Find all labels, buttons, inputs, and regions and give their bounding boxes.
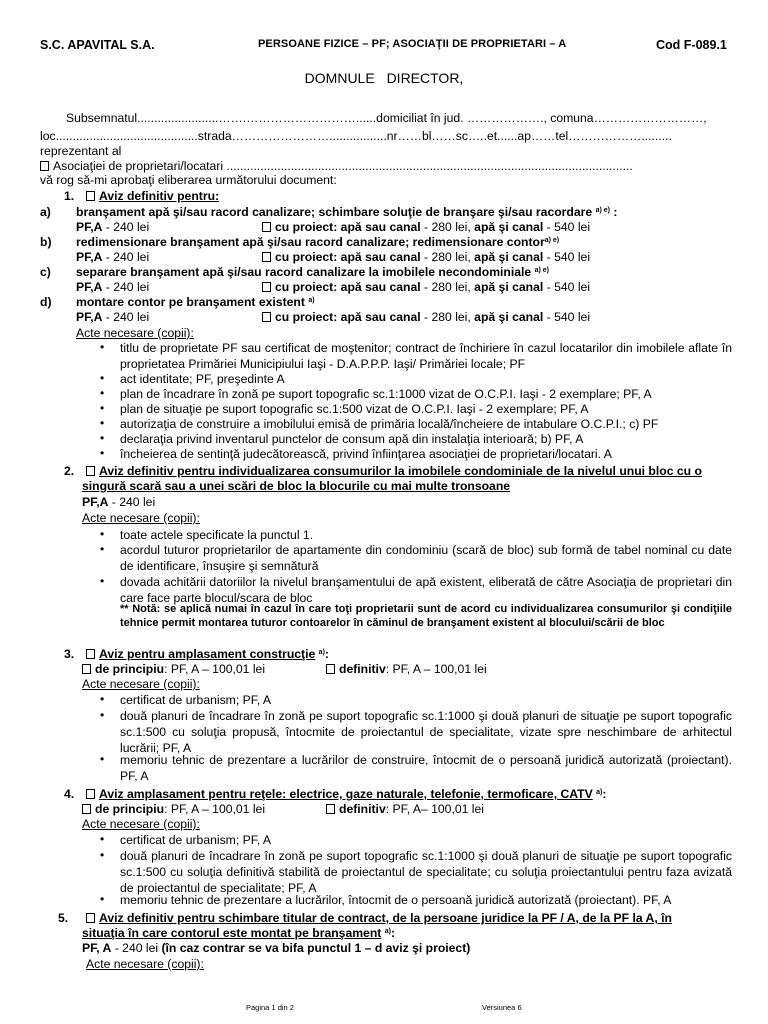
s3-item-3: memoriu tehnic de prezentare a lucrărilor de construire, întocmit de o persoană juridică autorizată (proiectant). PF, A (120, 753, 732, 783)
checkbox-a-proiect[interactable] (262, 222, 271, 232)
s1-item-6: declaraţia privind inventarul punctelor de consum apă din instalaţia interioară; b) PF, A (120, 432, 584, 446)
section-5-acte-label: Acte necesare (copii): (86, 957, 204, 971)
item-b-label: b) (40, 235, 52, 249)
form-category: PERSOANE FIZICE – PF; ASOCIAŢII DE PROPRIETARI – A (258, 38, 567, 50)
s1-item-5: autorizaţia de construire a imobilului emisă de primăria locală/încheiere de intabulare O.C.P.I.; c) PF (120, 417, 659, 431)
s2-item-1: toate actele specificate la punctul 1. (120, 528, 314, 542)
section-4-title: Aviz amplasament pentru reţele: electrice, gaze naturale, telefonie, termoficare, CATV $^{a)}$: (86, 786, 606, 802)
section-2-title-1: Aviz definitiv pentru individualizarea consumurilor la imobilele condominiale de la nivelul unui bloc cu o (86, 463, 702, 479)
item-a-price: PF,A - 240 lei (76, 220, 150, 234)
bullet-icon: • (100, 431, 105, 445)
item-d-text: montare contor pe branşament existent $^{a)}$ (76, 295, 315, 309)
item-b-price: PF,A - 240 lei (76, 250, 150, 264)
item-a-label: a) (40, 205, 51, 219)
item-b-option: cu proiect: apă sau canal - 280 lei, apă şi canal - 540 lei (262, 249, 590, 265)
section-3-opt-1: de principiu: PF, A – 100,01 lei (82, 661, 265, 677)
section-5-number: 5. (58, 911, 69, 925)
bullet-icon: • (100, 401, 105, 415)
item-c-price: PF,A - 240 lei (76, 280, 150, 294)
s4-item-1: certificat de urbanism; PF, A (120, 833, 272, 847)
intro-line-3: reprezentant al (40, 144, 122, 158)
bullet-icon: • (100, 542, 105, 556)
intro-line-1: Subsemnatul........................…….………………………......domiciliat în jud. ………………., comuna………………………, (66, 111, 707, 125)
s1-item-1: titlu de proprietate PF sau certificat de moştenitor; contract de închiriere în cazul locatarilor din imobilele aflate în proprietatea Primăriei Municipiului Iaşi - D.A.P.P.P. Iaşi/ Primăriei locale; PF (120, 341, 732, 371)
intro-line-2: loc..........................................strada…………………….................nr……bl……sc…..et......ap……tel………………......... (40, 129, 672, 143)
bullet-icon: • (100, 416, 105, 430)
checkbox-s4-definitiv[interactable] (326, 804, 335, 814)
checkbox-section-1[interactable] (86, 191, 95, 201)
form-code: Cod F-089.1 (656, 38, 727, 52)
bullet-icon: • (100, 752, 105, 766)
section-4-acte-label: Acte necesare (copii): (82, 817, 200, 831)
section-5-title-1: Aviz definitiv pentru schimbare titular de contract, de la persoane juridice la PF / A, de la PF la A, în (86, 910, 672, 926)
item-b-text: redimensionare branşament apă şi/sau racord canalizare; redimensionare contor$^{a) e)}$ (76, 235, 560, 249)
company-name: S.C. APAVITAL S.A. (40, 38, 155, 52)
checkbox-s4-principiu[interactable] (82, 804, 91, 814)
bullet-icon: • (100, 446, 105, 460)
item-d-option: cu proiect: apă sau canal - 280 lei, apă şi canal - 540 lei (262, 309, 590, 325)
s2-note: ** Notă: se aplică numai în cazul în care toţi proprietarii sunt de acord cu individualizarea consumurilor şi condiţiile tehnice permit montarea tuturor contoarelor în căminul de branşament existent al blocului/scării de bloc (120, 603, 732, 629)
s1-item-2: act identitate; PF, preşedinte A (120, 372, 285, 386)
bullet-icon: • (100, 386, 105, 400)
s1-item-4: plan de situaţie pe suport topografic sc.1:500 vizat de O.C.P.I. Iaşi - 2 exemplare; PF, A (120, 402, 589, 416)
checkbox-d-proiect[interactable] (262, 312, 271, 322)
s2-item-2: acordul tuturor proprietarilor de apartamente din condominiu (scară de bloc) sub formă de tabel nominal cu date de identificare, însuşire şi semnătură (120, 543, 732, 573)
item-d-price: PF,A - 240 lei (76, 310, 150, 324)
page-title: DOMNULE DIRECTOR, (304, 70, 464, 86)
s3-item-2: două planuri de încadrare în zonă pe suport topografic sc.1:1000 şi două planuri de situaţie pe suport topografic sc.1:500 cu soluţia propusă, întocmite de proiectantul de specialitate, vizate spre neschimbare de arhitectul lucrării; PF, A (120, 709, 732, 755)
bullet-icon: • (100, 832, 105, 846)
section-1-acte-label: Acte necesare (copii): (76, 326, 194, 340)
intro-line-5: vă rog să-mi aprobaţi eliberarea următorului document: (40, 173, 337, 187)
section-3-title: Aviz pentru amplasament construcţie $^{a)}$: (86, 646, 329, 662)
item-c-option: cu proiect: apă sau canal - 280 lei, apă şi canal - 540 lei (262, 279, 590, 295)
s1-item-7: încheierea de sentinţă judecătorească, privind înfiinţarea asociaţiei de proprietari/locatari. A (120, 447, 612, 461)
section-5-title-2: situaţia în care contorul este montat pe branşament $^{a)}$: (82, 926, 396, 940)
bullet-icon: • (100, 848, 105, 862)
item-c-text: separare branşament apă şi/sau racord canalizare la imobilele necondominiale $^{a) e)}$ (76, 265, 549, 279)
s4-item-3: memoriu tehnic de prezentare a lucrărilor, întocmit de o persoană juridică autorizată (proiectant). PF, A (120, 893, 672, 907)
section-1-number: 1. (64, 189, 75, 203)
section-4-opt-1: de principiu: PF, A – 100,01 lei (82, 801, 265, 817)
item-c-label: c) (40, 265, 51, 279)
section-2-price: PF,A - 240 lei (82, 495, 156, 509)
version-label: Versiunea 6 (482, 1003, 522, 1012)
section-5-price: PF, A - 240 lei (în caz contrar se va bifa punctul 1 – d aviz şi proiect) (82, 941, 471, 955)
checkbox-s3-definitiv[interactable] (326, 664, 335, 674)
bullet-icon: • (100, 708, 105, 722)
item-a-option: cu proiect: apă sau canal - 280 lei, apă şi canal - 540 lei (262, 219, 590, 235)
s4-item-2: două planuri de încadrare în zonă pe suport topografic sc.1:1000 şi două planuri de situaţie pe suport topografic sc.1:500 cu soluţia definitivă stabilită de proiectantul de specialitate; cu soluţia proiectantului pentru faza avizată de proiectantul de specialitate; PF, A (120, 849, 732, 895)
bullet-icon: • (100, 340, 105, 354)
checkbox-b-proiect[interactable] (262, 252, 271, 262)
bullet-icon: • (100, 574, 105, 588)
section-4-opt-2: definitiv: PF, A– 100,01 lei (326, 801, 484, 817)
section-3-opt-2: definitiv: PF, A – 100,01 lei (326, 661, 487, 677)
page-number: Pagina 1 din 2 (246, 1003, 294, 1012)
checkbox-c-proiect[interactable] (262, 282, 271, 292)
checkbox-section-4[interactable] (86, 789, 95, 799)
bullet-icon: • (100, 692, 105, 706)
section-2-title-2: singură scară sau a unei scări de bloc la blocurile cu mai multe tronsoane (82, 479, 511, 493)
intro-line-4: Asociaţiei de proprietari/locatari ........................................................................................................................ (40, 158, 633, 174)
bullet-icon: • (100, 371, 105, 385)
section-3-acte-label: Acte necesare (copii): (82, 677, 200, 691)
section-2-number: 2. (64, 464, 75, 478)
section-1-title: Aviz definitiv pentru: (86, 188, 219, 204)
s1-item-3: plan de încadrare în zonă pe suport topografic sc.1:1000 vizat de O.C.P.I. Iaşi - 2 exemplare; PF, A (120, 387, 652, 401)
item-a-text: branşament apă şi/sau racord canalizare; schimbare soluţie de branşare şi/sau racordare $^{a) e)}$ : (76, 205, 618, 219)
section-4-number: 4. (64, 787, 75, 801)
checkbox-section-3[interactable] (86, 649, 95, 659)
s2-item-3: dovada achitării datoriilor la nivelul branşamentului de apă existent, eliberată de către Asociaţia de proprietari din care face parte blocul/scara de bloc (120, 575, 732, 605)
s3-item-1: certificat de urbanism; PF, A (120, 693, 272, 707)
checkbox-section-2[interactable] (86, 466, 95, 476)
section-2-acte-label: Acte necesare (copii): (82, 511, 200, 525)
bullet-icon: • (100, 892, 105, 906)
checkbox-asociatie[interactable] (40, 161, 49, 171)
bullet-icon: • (100, 527, 105, 541)
checkbox-section-5[interactable] (86, 913, 95, 923)
item-d-label: d) (40, 295, 52, 309)
checkbox-s3-principiu[interactable] (82, 664, 91, 674)
section-3-number: 3. (64, 647, 75, 661)
